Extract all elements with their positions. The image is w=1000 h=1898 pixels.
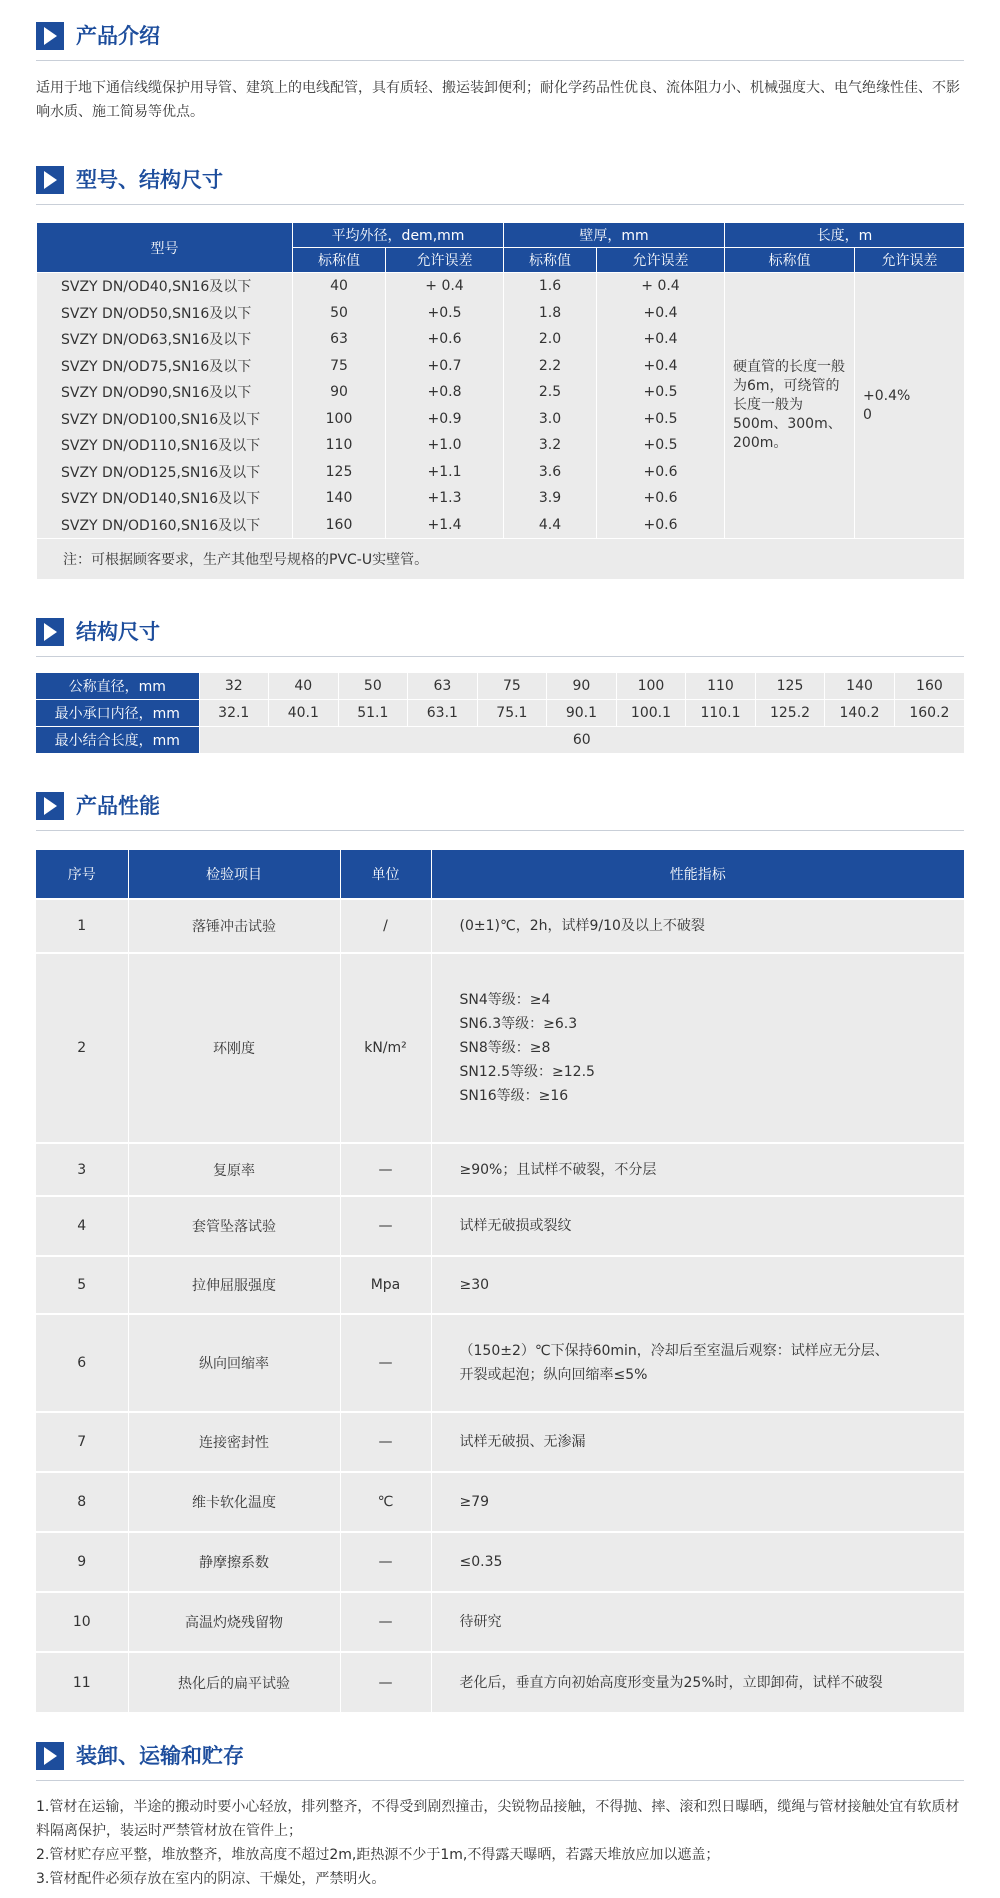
header-spec: 性能指标	[431, 850, 964, 899]
table-row	[36, 700, 964, 727]
arrow-icon	[36, 22, 64, 50]
wall-nominal-cell: 4.4	[504, 512, 597, 539]
no-cell: 5	[36, 1256, 128, 1314]
header-length: 长度，m	[725, 223, 965, 248]
unit-cell: —	[340, 1314, 431, 1412]
wall-tolerance-cell: +0.5	[597, 379, 725, 406]
wall-nominal-cell: 3.9	[504, 485, 597, 512]
spec-cell: （150±2）℃下保持60min，冷却后至室温后观察：试样应无分层、 开裂或起泡；纵向回缩率≤5%	[431, 1314, 964, 1412]
od-nominal-cell: 125	[293, 459, 386, 486]
wall-tolerance-cell: +0.5	[597, 406, 725, 433]
header-model: 型号	[37, 223, 293, 273]
value-cell: 90	[547, 673, 617, 700]
od-nominal-cell: 110	[293, 432, 386, 459]
value-cell: 140	[825, 673, 895, 700]
unit-cell: —	[340, 1143, 431, 1196]
wall-tolerance-cell: +0.6	[597, 485, 725, 512]
header-unit: 单位	[340, 850, 431, 899]
section-title: 结构尺寸	[76, 620, 160, 644]
spec-cell: SN4等级：≥4 SN6.3等级：≥6.3 SN8等级：≥8 SN12.5等级：≥12.5 SN16等级：≥16	[431, 953, 964, 1143]
value-cell: 110	[686, 673, 756, 700]
table-note: 注：可根据顾客要求，生产其他型号规格的PVC-U实壁管。	[37, 539, 965, 580]
storage-line: 2.管材贮存应平整，堆放整齐，堆放高度不超过2m,距热源不少于1m,不得露天曝晒，若露天堆放应加以遮盖；	[36, 1847, 720, 1863]
model-size-table	[36, 222, 965, 579]
section-title: 产品性能	[76, 794, 160, 818]
unit-cell: —	[340, 1196, 431, 1256]
header-nominal: 标称值	[504, 248, 597, 273]
table-row	[36, 1196, 964, 1256]
table-row	[36, 727, 964, 754]
model-cell: SVZY DN/OD125,SN16及以下	[37, 459, 293, 486]
model-cell: SVZY DN/OD140,SN16及以下	[37, 485, 293, 512]
spec-cell: ≥79	[431, 1472, 964, 1532]
od-nominal-cell: 75	[293, 353, 386, 380]
unit-cell: —	[340, 1652, 431, 1712]
value-cell: 125.2	[755, 700, 825, 727]
item-cell: 落锤冲击试验	[128, 899, 340, 953]
spec-cell: ≤0.35	[431, 1532, 964, 1592]
section-header-model	[36, 162, 964, 205]
unit-cell: ℃	[340, 1472, 431, 1532]
item-cell: 复原率	[128, 1143, 340, 1196]
spec-cell: ≥90%；且试样不破裂，不分层	[431, 1143, 964, 1196]
model-cell: SVZY DN/OD40,SN16及以下	[37, 273, 293, 300]
structure-size-table	[36, 673, 964, 754]
value-cell: 140.2	[825, 700, 895, 727]
row-label: 最小承口内径，mm	[36, 700, 199, 727]
wall-nominal-cell: 2.5	[504, 379, 597, 406]
spec-cell: 待研究	[431, 1592, 964, 1652]
wall-tolerance-cell: +0.4	[597, 353, 725, 380]
table-row	[36, 1652, 964, 1712]
od-tolerance-cell: +0.5	[386, 300, 504, 327]
section-title: 装卸、运输和贮存	[76, 1744, 244, 1768]
no-cell: 2	[36, 953, 128, 1143]
wall-tolerance-cell: +0.6	[597, 512, 725, 539]
table-row	[36, 1412, 964, 1472]
header-tolerance: 允许误差	[855, 248, 965, 273]
table-row	[36, 1532, 964, 1592]
section-title: 型号、结构尺寸	[76, 168, 223, 192]
model-cell: SVZY DN/OD75,SN16及以下	[37, 353, 293, 380]
wall-nominal-cell: 1.6	[504, 273, 597, 300]
value-cell: 40.1	[269, 700, 339, 727]
spec-cell: 试样无破损、无渗漏	[431, 1412, 964, 1472]
table-row	[36, 1314, 964, 1412]
header-wall: 壁厚，mm	[504, 223, 725, 248]
arrow-icon	[36, 166, 64, 194]
no-cell: 9	[36, 1532, 128, 1592]
od-tolerance-cell: +1.4	[386, 512, 504, 539]
item-cell: 环刚度	[128, 953, 340, 1143]
arrow-icon	[36, 1742, 64, 1770]
wall-nominal-cell: 1.8	[504, 300, 597, 327]
item-cell: 套管坠落试验	[128, 1196, 340, 1256]
header-od: 平均外径，dem,mm	[293, 223, 504, 248]
header-item: 检验项目	[128, 850, 340, 899]
storage-line: 1.管材在运输，半途的搬动时要小心轻放，排列整齐，不得受到剧烈撞击，尖锐物品接触，不得抛、摔、滚和烈日曝晒，缆绳与管材接触处宜有软质材料隔离保护，装运时严禁管材放在管件上；	[36, 1799, 960, 1839]
od-nominal-cell: 40	[293, 273, 386, 300]
wall-nominal-cell: 2.2	[504, 353, 597, 380]
value-cell: 40	[269, 673, 339, 700]
wall-tolerance-cell: +0.6	[597, 459, 725, 486]
value-cell: 75.1	[477, 700, 547, 727]
table-row	[36, 899, 964, 953]
row-label: 公称直径，mm	[36, 673, 199, 700]
no-cell: 4	[36, 1196, 128, 1256]
spec-cell: 老化后，垂直方向初始高度形变量为25%时，立即卸荷，试样不破裂	[431, 1652, 964, 1712]
od-tolerance-cell: +0.9	[386, 406, 504, 433]
section-header-struct	[36, 614, 964, 657]
no-cell: 1	[36, 899, 128, 953]
length-nominal-cell: 硬直管的长度一般为6m，可绕管的长度一般为500m、300m、200m。	[725, 273, 855, 539]
header-nominal: 标称值	[725, 248, 855, 273]
model-cell: SVZY DN/OD100,SN16及以下	[37, 406, 293, 433]
value-cell: 32.1	[199, 700, 269, 727]
item-cell: 高温灼烧残留物	[128, 1592, 340, 1652]
section-header-perf	[36, 788, 964, 831]
od-tolerance-cell: +1.0	[386, 432, 504, 459]
header-nominal: 标称值	[293, 248, 386, 273]
od-nominal-cell: 90	[293, 379, 386, 406]
table-row	[36, 1143, 964, 1196]
item-cell: 纵向回缩率	[128, 1314, 340, 1412]
no-cell: 7	[36, 1412, 128, 1472]
header-tolerance: 允许误差	[597, 248, 725, 273]
arrow-icon	[36, 618, 64, 646]
model-cell: SVZY DN/OD50,SN16及以下	[37, 300, 293, 327]
od-tolerance-cell: +1.3	[386, 485, 504, 512]
section-header-intro	[36, 18, 964, 61]
value-cell: 32	[199, 673, 269, 700]
no-cell: 3	[36, 1143, 128, 1196]
row-label: 最小结合长度，mm	[36, 727, 199, 754]
model-cell: SVZY DN/OD160,SN16及以下	[37, 512, 293, 539]
od-tolerance-cell: +1.1	[386, 459, 504, 486]
od-tolerance-cell: +0.8	[386, 379, 504, 406]
wall-tolerance-cell: +0.4	[597, 300, 725, 327]
od-nominal-cell: 140	[293, 485, 386, 512]
wall-tolerance-cell: +0.4	[597, 326, 725, 353]
unit-cell: —	[340, 1532, 431, 1592]
wall-tolerance-cell: + 0.4	[597, 273, 725, 300]
value-cell: 75	[477, 673, 547, 700]
no-cell: 8	[36, 1472, 128, 1532]
header-no: 序号	[36, 850, 128, 899]
intro-paragraph: 适用于地下通信线缆保护用导管、建筑上的电线配管，具有质轻、搬运装卸便利；耐化学药品性优良、流体阻力小、机械强度大、电气绝缘性佳、不影响水质、施工简易等优点。	[36, 80, 960, 120]
min-length-cell: 60	[199, 727, 964, 754]
model-cell: SVZY DN/OD90,SN16及以下	[37, 379, 293, 406]
table-row	[36, 1256, 964, 1314]
value-cell: 90.1	[547, 700, 617, 727]
od-nominal-cell: 63	[293, 326, 386, 353]
wall-nominal-cell: 3.6	[504, 459, 597, 486]
table-row	[36, 1592, 964, 1652]
spec-cell: ≥30	[431, 1256, 964, 1314]
value-cell: 63.1	[408, 700, 478, 727]
unit-cell: —	[340, 1592, 431, 1652]
header-tolerance: 允许误差	[386, 248, 504, 273]
value-cell: 50	[338, 673, 408, 700]
performance-table	[36, 850, 964, 1712]
storage-line: 3.管材配件必须存放在室内的阴凉、干燥处，严禁明火。	[36, 1871, 386, 1887]
od-nominal-cell: 160	[293, 512, 386, 539]
table-row	[36, 953, 964, 1143]
value-cell: 100.1	[616, 700, 686, 727]
no-cell: 6	[36, 1314, 128, 1412]
wall-nominal-cell: 3.2	[504, 432, 597, 459]
unit-cell: —	[340, 1412, 431, 1472]
wall-tolerance-cell: +0.5	[597, 432, 725, 459]
item-cell: 维卡软化温度	[128, 1472, 340, 1532]
od-tolerance-cell: + 0.4	[386, 273, 504, 300]
od-tolerance-cell: +0.6	[386, 326, 504, 353]
spec-cell: 试样无破损或裂纹	[431, 1196, 964, 1256]
od-nominal-cell: 100	[293, 406, 386, 433]
unit-cell: Mpa	[340, 1256, 431, 1314]
item-cell: 静摩擦系数	[128, 1532, 340, 1592]
no-cell: 10	[36, 1592, 128, 1652]
table-row	[36, 673, 964, 700]
od-tolerance-cell: +0.7	[386, 353, 504, 380]
value-cell: 51.1	[338, 700, 408, 727]
section-header-storage	[36, 1738, 964, 1781]
wall-nominal-cell: 2.0	[504, 326, 597, 353]
item-cell: 连接密封性	[128, 1412, 340, 1472]
item-cell: 拉伸屈服强度	[128, 1256, 340, 1314]
unit-cell: /	[340, 899, 431, 953]
model-cell: SVZY DN/OD63,SN16及以下	[37, 326, 293, 353]
value-cell: 160.2	[894, 700, 964, 727]
value-cell: 63	[408, 673, 478, 700]
no-cell: 11	[36, 1652, 128, 1712]
od-nominal-cell: 50	[293, 300, 386, 327]
arrow-icon	[36, 792, 64, 820]
value-cell: 110.1	[686, 700, 756, 727]
length-tolerance-cell: +0.4% 0	[855, 273, 965, 539]
table-row	[36, 1472, 964, 1532]
item-cell: 热化后的扁平试验	[128, 1652, 340, 1712]
table-row	[37, 273, 965, 300]
spec-cell: (0±1)℃，2h，试样9/10及以上不破裂	[431, 899, 964, 953]
value-cell: 100	[616, 673, 686, 700]
value-cell: 125	[755, 673, 825, 700]
model-cell: SVZY DN/OD110,SN16及以下	[37, 432, 293, 459]
value-cell: 160	[894, 673, 964, 700]
wall-nominal-cell: 3.0	[504, 406, 597, 433]
section-title: 产品介绍	[76, 24, 160, 48]
unit-cell: kN/m²	[340, 953, 431, 1143]
storage-notes	[36, 1795, 964, 1891]
